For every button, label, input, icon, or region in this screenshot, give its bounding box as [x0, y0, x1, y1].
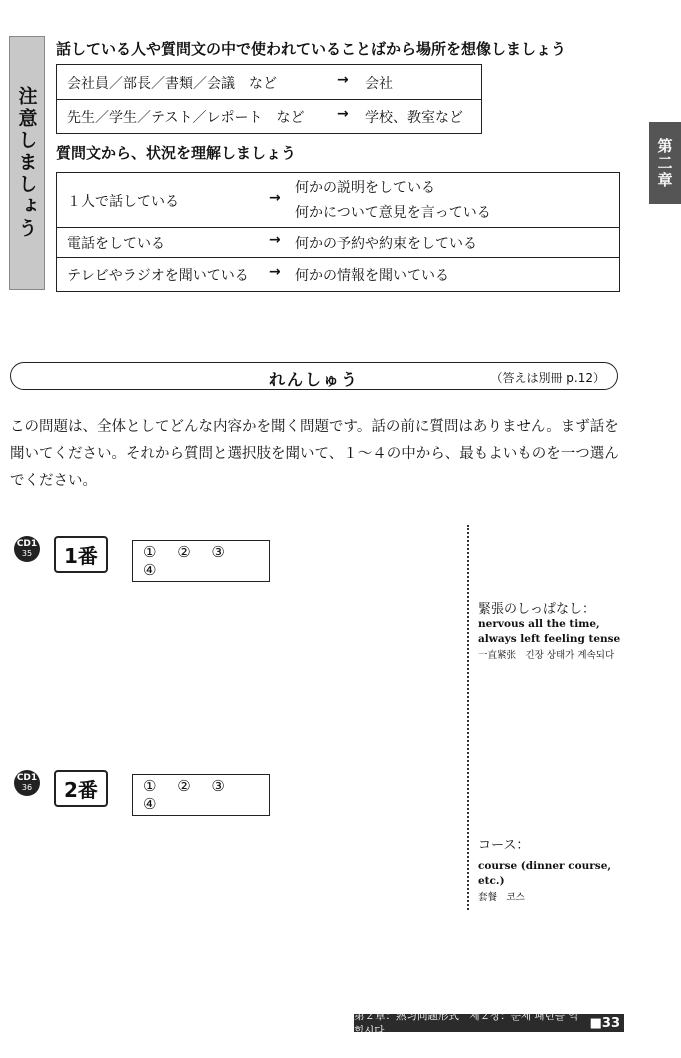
arrow-icon: →	[269, 264, 281, 280]
practice-banner	[10, 362, 618, 390]
instructions-text: この問題は、全体としてどんな内容かを聞く問題です。話の前に質問はありません。まず話を聞いてください。それから質問と選択肢を聞いて、１〜４の中から、最もよいものを一つ選んでください。	[10, 419, 619, 489]
glossary-chinese-korean: 套餐 코스	[478, 892, 525, 903]
glossary-chinese-korean: 一直紧张 긴장 상태가 계속되다	[478, 650, 615, 661]
row-left: 会社員／部長／書類／会議 など	[67, 76, 277, 92]
table-row	[57, 227, 619, 258]
row-left: １人で話している	[67, 194, 179, 210]
section2-heading: 質問文から、状況を理解しましょう	[56, 144, 297, 162]
table-row	[57, 173, 619, 228]
question-2	[10, 770, 270, 813]
glossary-entry	[478, 834, 638, 903]
row-right: 何かの予約や約束をしている	[295, 236, 477, 252]
row-right: 何かの情報を聞いている	[295, 268, 449, 284]
row-right-line1: 何かの説明をしている	[295, 180, 435, 196]
chapter-tab	[649, 122, 681, 204]
row-left: 先生／学生／テスト／レポート など	[67, 110, 305, 126]
section2-table	[56, 172, 620, 292]
section1-table	[56, 64, 482, 134]
row-right-line2: 何かについて意見を言っている	[295, 205, 491, 221]
glossary-english: nervous all the time, always left feeling tense	[478, 618, 621, 645]
row-right: 会社	[365, 76, 393, 92]
dotted-divider	[467, 525, 469, 910]
arrow-icon: →	[337, 106, 349, 122]
arrow-icon: →	[269, 232, 281, 248]
cd-label: CD1	[16, 539, 38, 549]
cd-icon	[14, 536, 40, 562]
row-left: テレビやラジオを聞いている	[67, 268, 249, 284]
side-label: 注意しましょう	[15, 86, 38, 240]
arrow-icon: →	[269, 190, 281, 206]
side-label-tab	[9, 36, 45, 290]
table-row	[57, 257, 619, 291]
glossary-english: course (dinner course, etc.)	[478, 860, 612, 887]
question-number: 1番	[54, 536, 108, 573]
page-number: ■33	[589, 1015, 620, 1031]
footer-text: 第２章：熟习问题形式 제２장：문제 패턴을 익힙시다	[354, 1010, 579, 1037]
chapter-tab-label: 第二章	[655, 137, 674, 189]
table-row	[57, 99, 481, 133]
section1-heading: 話している人や質問文の中で使われていることばから場所を想像しましょう	[56, 40, 567, 58]
cd-track: 35	[21, 549, 33, 558]
glossary-term: コース：	[478, 838, 530, 853]
cd-icon	[14, 770, 40, 796]
row-left: 電話をしている	[67, 236, 165, 252]
cd-label: CD1	[16, 773, 38, 783]
arrow-icon: →	[337, 72, 349, 88]
table-row	[57, 65, 481, 100]
question-number: 2番	[54, 770, 108, 807]
answer-choices[interactable]: ① ② ③ ④	[132, 774, 270, 816]
question-1	[10, 536, 270, 579]
answer-note: （答えは別冊 p.12）	[490, 371, 605, 385]
row-right: 学校、教室など	[365, 110, 463, 126]
cd-track: 36	[21, 783, 33, 792]
page-footer	[354, 1010, 624, 1037]
glossary-term: 緊張のしっぱなし：	[478, 602, 596, 617]
answer-choices[interactable]: ① ② ③ ④	[132, 540, 270, 582]
glossary-entry	[478, 598, 628, 661]
practice-title: れんしゅう	[268, 370, 359, 389]
